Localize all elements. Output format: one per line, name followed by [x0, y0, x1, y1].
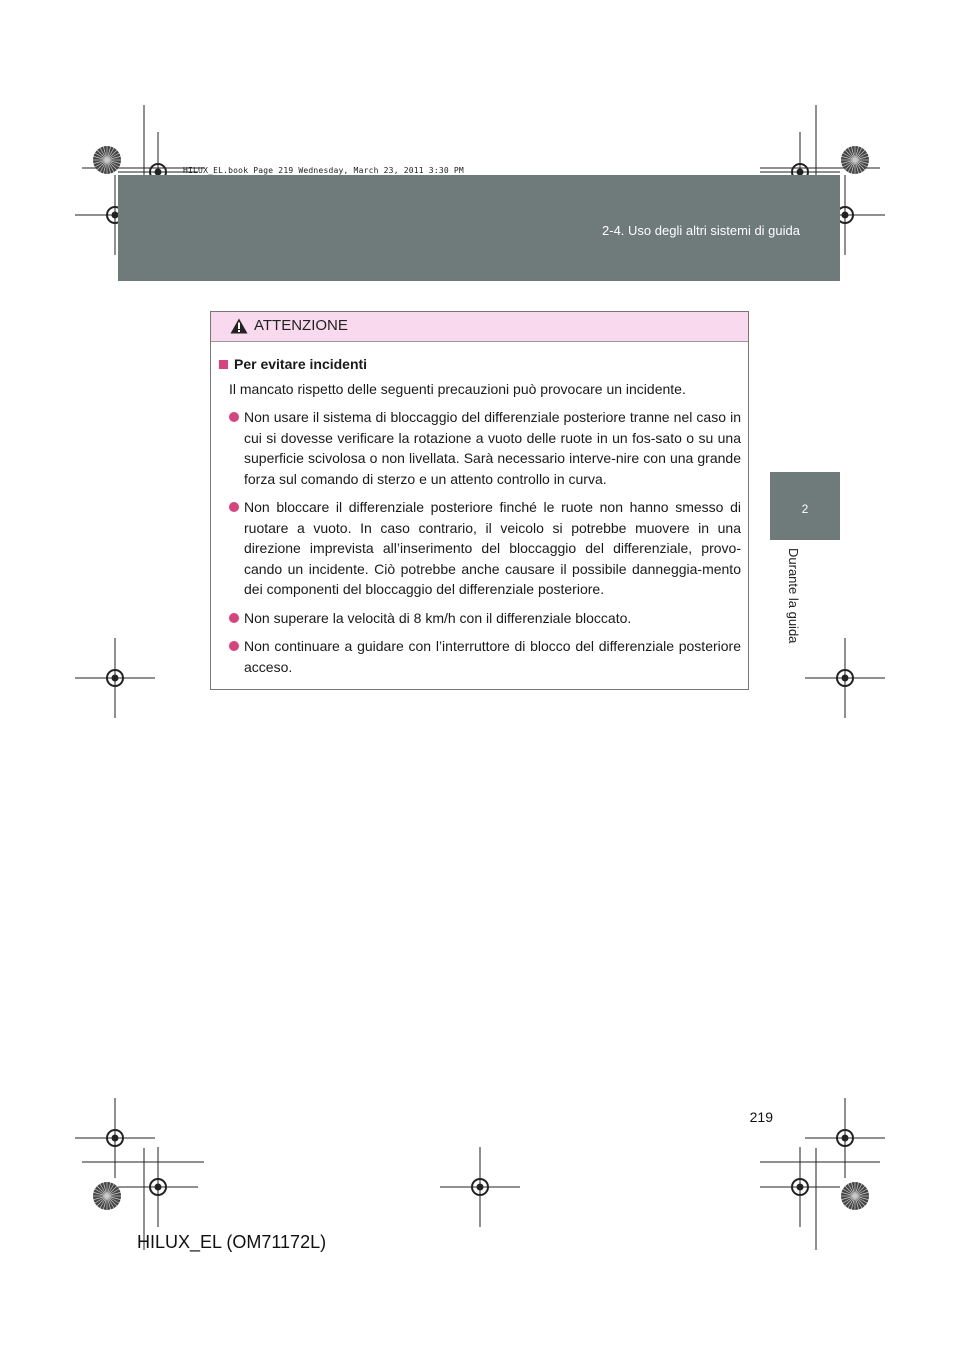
- registration-target-icon: [760, 1147, 840, 1227]
- circle-bullet-icon: [229, 412, 239, 422]
- registration-target-icon: [805, 638, 885, 718]
- registration-rosette-icon: [841, 146, 869, 174]
- section-title: 2-4. Uso degli altri sistemi di guida: [602, 223, 800, 238]
- list-item-text: Non continuare a guidare con l’interruttore di blocco del differenziale posteriore acceso.: [244, 638, 741, 675]
- warning-body: [211, 342, 748, 677]
- registration-rosette-icon: [93, 146, 121, 174]
- list-item: [219, 608, 741, 629]
- warning-intro: Il mancato rispetto delle seguenti precauzioni può provocare un incidente.: [229, 380, 686, 397]
- list-item-text: Non bloccare il differenziale posteriore finché le ruote non hanno smesso di ruotare a vuoto. In caso contrario, il veicolo si potrebbe muovere in una direzione imprevista all’inserimento del bloccaggio del differenziale, provo-cando un incidente. Ciò potrebbe anche causare il possibile danneggia-mento dei componenti del bloccaggio del differenziale posteriore.: [244, 499, 741, 597]
- circle-bullet-icon: [229, 641, 239, 651]
- registration-target-icon: [75, 1098, 155, 1178]
- warning-box: [210, 311, 749, 690]
- registration-target-icon: [440, 1147, 520, 1227]
- registration-rosette-icon: [93, 1182, 121, 1210]
- chapter-number: 2: [801, 502, 809, 516]
- list-item: [219, 407, 741, 489]
- warning-header: [211, 312, 748, 342]
- warning-triangle-icon: [230, 318, 248, 334]
- footer-code: HILUX_EL (OM71172L): [137, 1232, 327, 1252]
- chapter-label: Durante la guida: [786, 548, 801, 644]
- circle-bullet-icon: [229, 613, 239, 623]
- print-stamp: HILUX_EL.book Page 219 Wednesday, March 23, 2011 3:30 PM: [183, 166, 464, 175]
- list-item-text: Non usare il sistema di bloccaggio del differenziale posteriore tranne nel caso in cui si dovesse verificare la rotazione a vuoto delle ruote in un fos-sato o su una superficie scivolosa o non livellata. Sarà necessario interve-nire con una grande forza sul comando di sterzo e un attento controllo in curva.: [244, 409, 741, 487]
- list-item-text: Non superare la velocità di 8 km/h con il differenziale bloccato.: [244, 609, 632, 626]
- circle-bullet-icon: [229, 502, 239, 512]
- subheading-text: Per evitare incidenti: [234, 356, 368, 372]
- warning-subheading: [219, 354, 741, 375]
- list-item: [219, 497, 741, 600]
- page-number: 219: [749, 1109, 773, 1125]
- chapter-tab: [770, 472, 840, 540]
- square-bullet-icon: [219, 360, 228, 369]
- registration-target-icon: [75, 638, 155, 718]
- registration-target-icon: [805, 1098, 885, 1178]
- warning-title: ATTENZIONE: [254, 317, 348, 334]
- registration-target-icon: [118, 1147, 198, 1227]
- registration-rosette-icon: [841, 1182, 869, 1210]
- list-item: [219, 636, 741, 677]
